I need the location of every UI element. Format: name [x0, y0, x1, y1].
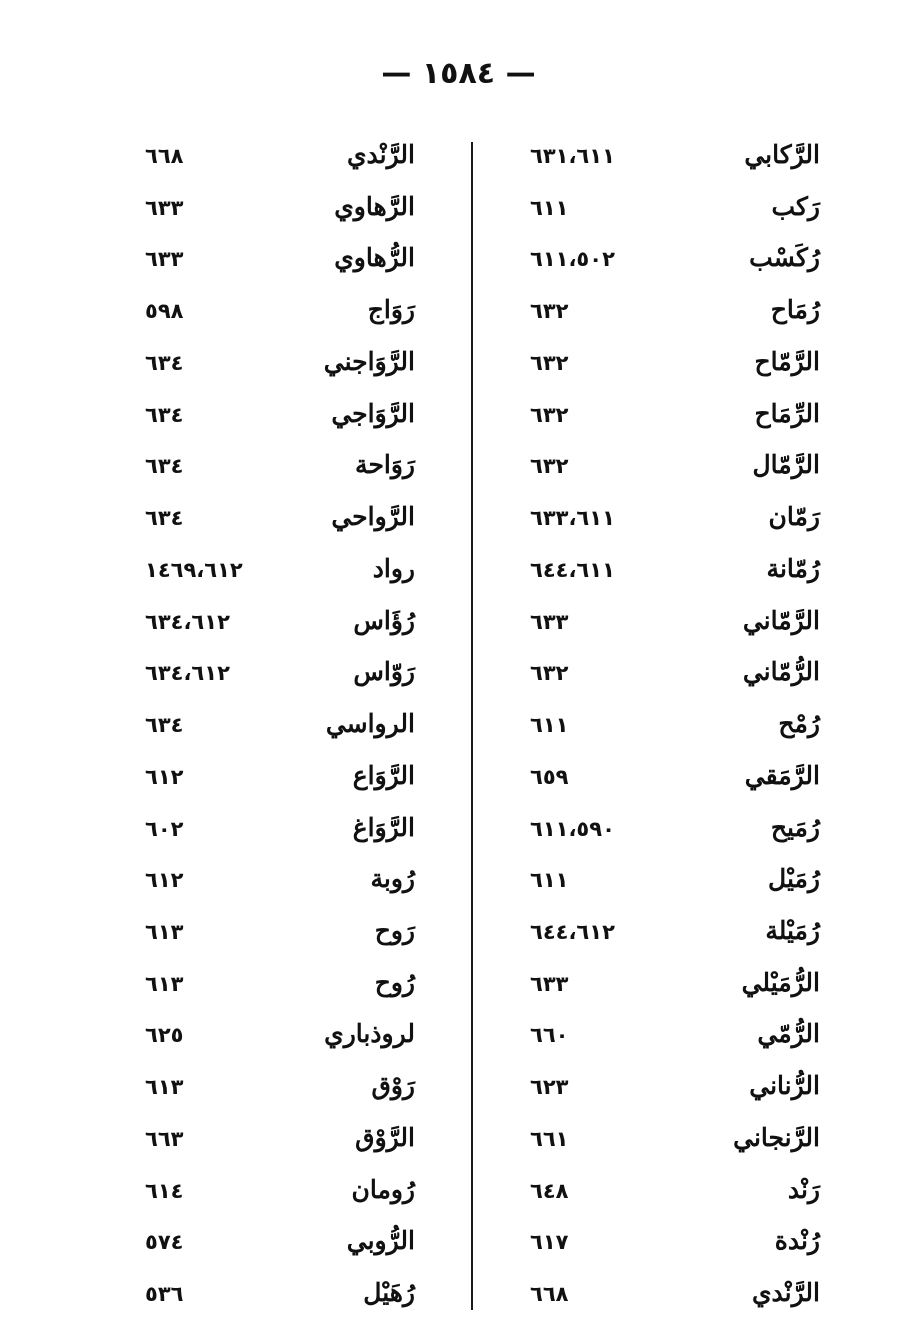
index-entry — [135, 647, 435, 699]
index-entry — [520, 440, 820, 492]
index-entry — [135, 1216, 435, 1268]
page-number: — ١٥٨٤ — — [381, 56, 536, 91]
entry-page-refs: ٦٣٣ — [530, 609, 569, 634]
entry-name: الرِّمَاح — [754, 398, 820, 428]
index-entry — [135, 751, 435, 803]
index-entry — [520, 906, 820, 958]
index-entry — [520, 182, 820, 234]
entry-page-refs: ٦٠٢ — [145, 816, 184, 841]
entry-name: الرُّناني — [749, 1071, 820, 1101]
entry-name: رَوَاحة — [355, 450, 415, 480]
entry-name: الرَّواحي — [331, 502, 415, 532]
entry-name: الرَّوَاجني — [323, 346, 415, 376]
index-entry — [135, 699, 435, 751]
entry-page-refs: ٦٣٣ — [530, 971, 569, 996]
entry-name: رُمَاح — [770, 295, 820, 325]
entry-name: رُهَيْل — [363, 1278, 415, 1308]
index-entry — [520, 1268, 820, 1320]
left-index-column — [135, 130, 435, 1320]
right-index-column — [520, 130, 820, 1320]
entry-name: رُمَيح — [770, 812, 820, 842]
entry-name: رُؤَاس — [353, 605, 415, 635]
entry-page-refs: ٦٣٣ — [145, 247, 184, 272]
index-entry — [520, 285, 820, 337]
entry-name: الرُّوبي — [346, 1226, 415, 1256]
entry-name: لروذباري — [324, 1019, 415, 1049]
entry-page-refs: ٦١١،٥٩٠ — [530, 816, 615, 841]
index-entry — [520, 803, 820, 855]
index-entry — [520, 337, 820, 389]
entry-name: رَوْق — [371, 1071, 415, 1101]
entry-page-refs: ٦٣٢ — [530, 350, 569, 375]
entry-name: الرواسي — [325, 709, 415, 739]
index-entry — [135, 1113, 435, 1165]
entry-page-refs: ٦١٧ — [530, 1230, 569, 1255]
index-entry — [520, 1009, 820, 1061]
index-entry — [520, 1113, 820, 1165]
entry-name: رُنْدة — [774, 1226, 820, 1256]
index-entry — [520, 1165, 820, 1217]
index-entry — [135, 389, 435, 441]
index-entry — [135, 544, 435, 596]
entry-name: رَوّاس — [353, 657, 415, 687]
entry-name: الرَّنجاني — [733, 1122, 820, 1152]
index-entry — [520, 492, 820, 544]
entry-page-refs: ٦١١،٥٠٢ — [530, 247, 615, 272]
entry-page-refs: ٦٣٤،٦١٢ — [145, 609, 230, 634]
entry-page-refs: ٦٦٨ — [145, 144, 184, 168]
index-entry — [520, 233, 820, 285]
entry-page-refs: ٦٤٨ — [530, 1178, 569, 1203]
entry-page-refs: ٦١٣ — [145, 1075, 184, 1100]
entry-page-refs: ٦٦١ — [530, 1126, 569, 1151]
index-entry — [520, 854, 820, 906]
entry-page-refs: ٥٧٤ — [145, 1230, 184, 1255]
entry-page-refs: ٦٤٤،٦١١ — [530, 557, 615, 582]
index-entry — [135, 440, 435, 492]
entry-name: رَكب — [771, 191, 820, 221]
entry-page-refs: ٦٣٢ — [530, 299, 569, 324]
entry-page-refs: ٦٥٩ — [530, 764, 569, 789]
index-entry — [135, 1165, 435, 1217]
entry-name: رَوَاج — [367, 295, 415, 325]
index-entry — [520, 596, 820, 648]
entry-page-refs: ٦١٣ — [145, 971, 184, 996]
entry-page-refs: ٦١١ — [530, 713, 569, 738]
entry-page-refs: ٥٩٨ — [145, 299, 184, 324]
entry-name: الرَّوْق — [355, 1122, 415, 1152]
entry-name: الرُّمّي — [757, 1019, 820, 1049]
entry-page-refs: ٦٣٤ — [145, 454, 184, 479]
index-entry — [520, 130, 820, 182]
entry-name: رُكَسْب — [749, 243, 820, 273]
column-divider — [471, 142, 473, 1310]
entry-name: رُوبة — [370, 864, 415, 894]
index-entry — [520, 1061, 820, 1113]
entry-name: الرَّمّاني — [742, 605, 820, 635]
entry-name: رُومان — [351, 1174, 415, 1204]
entry-name: الرُّهاوي — [334, 243, 415, 273]
entry-name: الرَّمَقي — [744, 760, 820, 790]
entry-name: رُمَيْلة — [765, 916, 820, 946]
entry-page-refs: ٦٢٥ — [145, 1023, 184, 1048]
index-entry — [520, 544, 820, 596]
index-entry — [135, 854, 435, 906]
index-entry — [135, 337, 435, 389]
entry-name: رَمّان — [768, 502, 820, 532]
entry-name: الرَّمّاح — [754, 346, 820, 376]
index-entry — [135, 596, 435, 648]
index-entry — [135, 130, 435, 182]
entry-page-refs: ٦٦٠ — [530, 1023, 569, 1048]
index-entry — [520, 1216, 820, 1268]
entry-name: رُوح — [374, 967, 415, 997]
index-entry — [520, 958, 820, 1010]
index-entry — [520, 699, 820, 751]
entry-page-refs: ٦٣٣،٦١١ — [530, 506, 615, 531]
index-entry — [135, 182, 435, 234]
entry-page-refs: ٦١٢ — [145, 764, 184, 789]
index-entry — [520, 751, 820, 803]
entry-page-refs: ٦٢٣ — [530, 1075, 569, 1100]
entry-page-refs: ٦١١ — [530, 195, 569, 220]
entry-page-refs: ٦١١ — [530, 868, 569, 893]
entry-page-refs: ٦٦٣ — [145, 1126, 184, 1151]
entry-page-refs: ٦٣٢ — [530, 661, 569, 686]
entry-name: الرَّكابي — [744, 140, 820, 169]
entry-page-refs: ٦٣٤ — [145, 402, 184, 427]
index-entry — [135, 958, 435, 1010]
entry-name: الرَّنْدي — [751, 1278, 820, 1308]
entry-name: الرَّهاوي — [334, 191, 415, 221]
index-entry — [520, 647, 820, 699]
entry-name: رَنْد — [787, 1174, 820, 1204]
entry-page-refs: ٦٦٨ — [530, 1282, 569, 1307]
entry-page-refs: ٦٣٢ — [530, 454, 569, 479]
entry-page-refs: ٦٤٤،٦١٢ — [530, 920, 615, 945]
entry-page-refs: ٦٣١،٦١١ — [530, 144, 615, 168]
entry-page-refs: ٥٣٦ — [145, 1282, 184, 1307]
index-entry — [135, 1268, 435, 1320]
entry-name: رُمْح — [778, 709, 820, 739]
entry-name: الرُّمّاني — [742, 657, 820, 687]
entry-name: الرُّمَيْلي — [741, 967, 820, 997]
index-entry — [135, 803, 435, 855]
entry-name: الرَّوَاع — [352, 760, 415, 790]
entry-name: رَوح — [374, 916, 415, 946]
entry-name: رواد — [372, 553, 415, 583]
entry-page-refs: ٦١٣ — [145, 920, 184, 945]
entry-name: الرَّوَاغ — [352, 812, 415, 842]
entry-page-refs: ٦٣٣ — [145, 195, 184, 220]
index-entry — [135, 492, 435, 544]
entry-page-refs: ١٤٦٩،٦١٢ — [145, 557, 243, 582]
entry-page-refs: ٦٣٤ — [145, 713, 184, 738]
entry-page-refs: ٦١٢ — [145, 868, 184, 893]
index-entry — [135, 1061, 435, 1113]
entry-page-refs: ٦٣٤ — [145, 506, 184, 531]
entry-page-refs: ٦٣٤ — [145, 350, 184, 375]
index-entry — [135, 233, 435, 285]
entry-page-refs: ٦٣٢ — [530, 402, 569, 427]
index-entry — [135, 906, 435, 958]
entry-name: رُمَيْل — [768, 864, 820, 894]
index-entry — [135, 285, 435, 337]
entry-page-refs: ٦٣٤،٦١٢ — [145, 661, 230, 686]
index-entry — [520, 389, 820, 441]
entry-page-refs: ٦١٤ — [145, 1178, 184, 1203]
entry-name: الرَّنْدي — [346, 140, 415, 169]
index-entry — [135, 1009, 435, 1061]
entry-name: رُمّانة — [766, 553, 820, 583]
entry-name: الرَّوَاجي — [331, 398, 415, 428]
entry-name: الرَّمّال — [752, 450, 820, 480]
